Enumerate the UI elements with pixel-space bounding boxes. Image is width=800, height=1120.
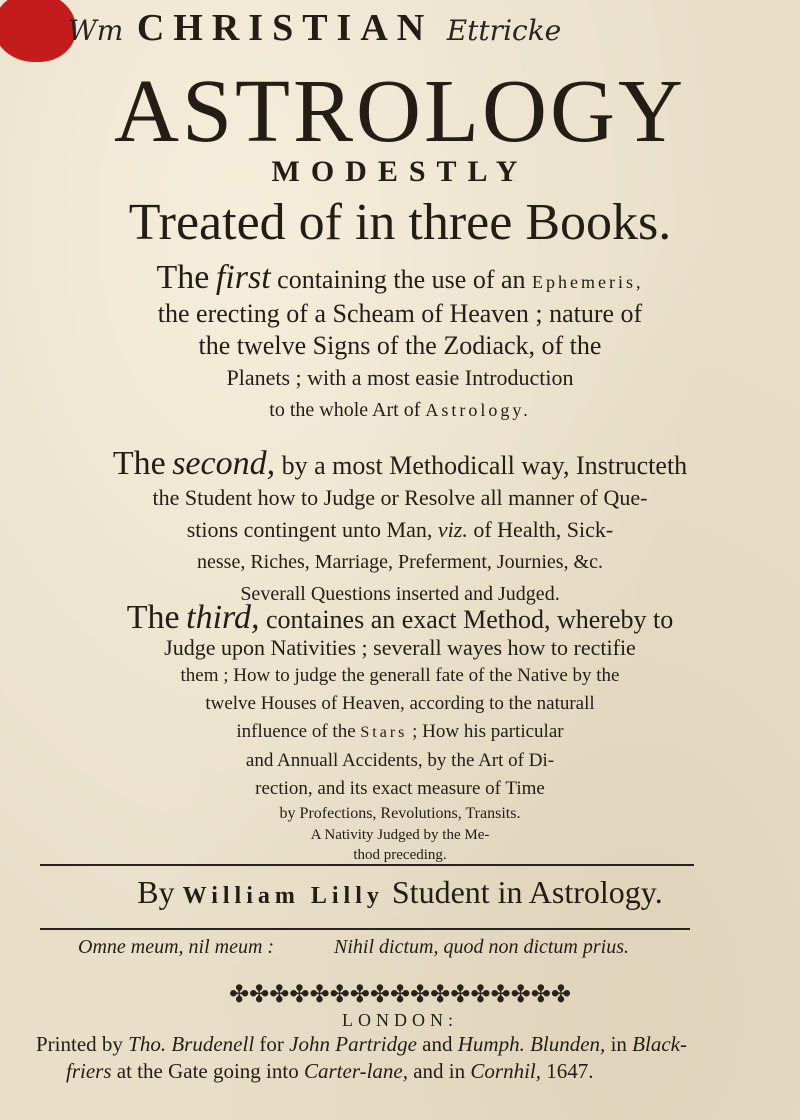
book3-line2: Judge upon Nativities ; severall wayes how to rectifie <box>164 635 636 660</box>
top-rule <box>40 864 694 866</box>
book2-line3: stions contingent unto Man, viz. of Health, Sick- <box>186 517 614 542</box>
title-christian: CHRISTIAN <box>136 7 434 49</box>
book3-line4: twelve Houses of Heaven, according to the naturall <box>205 693 595 714</box>
handwritten-signature-left: Wm <box>68 14 124 47</box>
book3-line3: them ; How to judge the generall fate of the Native by the <box>180 665 620 686</box>
book3-block <box>0 599 800 865</box>
book2-line2: the Student how to Judge or Resolve all manner of Que- <box>152 485 648 510</box>
book3-line9: A Nativity Judged by the Me- <box>310 827 490 843</box>
book1-line5: to the whole Art of Astrology. <box>269 399 531 421</box>
byline: By William Lilly Student in Astrology. <box>137 874 663 910</box>
book1-line3: the twelve Signs of the Zodiack, of the <box>198 331 602 360</box>
imprint-line-2: friers at the Gate going into Carter-lane, and in Cornhil, 1647. <box>66 1059 594 1083</box>
handwritten-signature-right: Ettricke <box>446 14 562 47</box>
treated-line: Treated of in three Books. <box>128 194 672 251</box>
title-line-1 <box>68 6 561 54</box>
book3-line6: and Annuall Accidents, by the Art of Di- <box>245 750 555 771</box>
bottom-rule <box>40 928 690 930</box>
book2-block <box>0 445 800 610</box>
imprint-london: LONDON: <box>342 1010 458 1030</box>
book1-block <box>0 259 800 426</box>
book1-line2: the erecting of a Scheam of Heaven ; nature of <box>157 299 643 328</box>
red-wax-seal <box>0 0 76 62</box>
subtitle-modestly: MODESTLY <box>271 155 529 188</box>
book3-line8: by Profections, Revolutions, Transits. <box>279 805 521 822</box>
book2-line4: nesse, Riches, Marriage, Preferment, Journies, &c. <box>197 551 603 573</box>
book2-line1: The second, by a most Methodicall way, Instructeth <box>112 445 688 482</box>
author-name: William Lilly <box>182 883 384 909</box>
book2-line5: Severall Questions inserted and Judged. <box>240 583 560 605</box>
book3-line7: rection, and its exact measure of Time <box>255 778 545 799</box>
motto-left: Omne meum, nil meum : <box>78 936 275 958</box>
book3-line1: The third, containes an exact Method, whereby to <box>126 599 674 636</box>
book1-line4: Planets ; with a most easie Introduction <box>226 365 574 390</box>
printers-ornament: ✤✤✤✤✤✤✤✤✤✤✤✤✤✤✤✤✤ <box>229 982 571 1008</box>
book1-line1: The first containing the use of an Ephemeris, <box>156 259 644 296</box>
title-astrology: ASTROLOGY <box>113 62 686 161</box>
book3-line5: influence of the Stars ; How his particular <box>236 721 564 742</box>
book3-line10: thod preceding. <box>353 847 447 863</box>
motto-right: Nihil dictum, quod non dictum prius. <box>334 936 629 958</box>
imprint-line-1: Printed by Tho. Brudenell for John Partridge and Humph. Blunden, in Black- <box>36 1032 687 1056</box>
